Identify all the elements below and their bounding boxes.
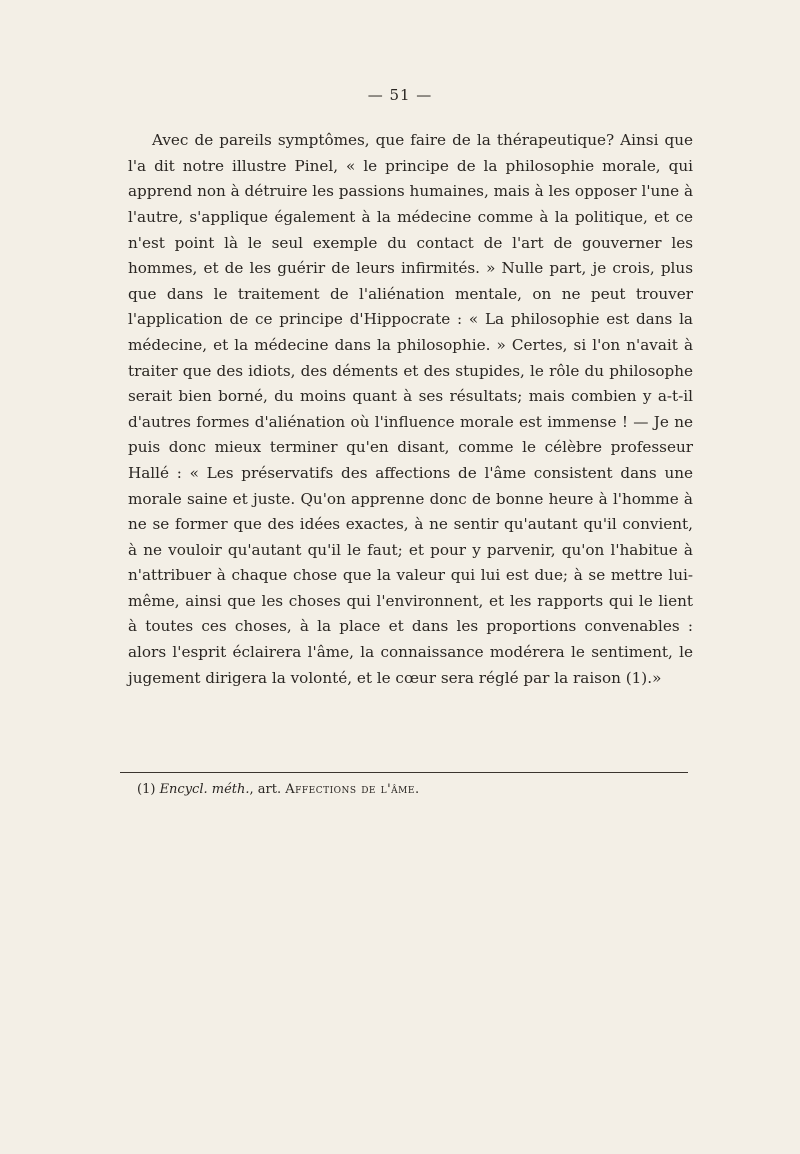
footnote-title: Affections de l'âme. — [285, 782, 420, 797]
page-number: — 51 — — [367, 86, 433, 104]
main-paragraph — [128, 128, 693, 691]
footnote-reference: (1). — [625, 668, 653, 687]
footnote-divider — [120, 772, 688, 773]
footnote — [137, 781, 677, 799]
footnote-work: Encycl. méth. — [159, 782, 250, 797]
paragraph-text: Avec de pareils symptômes, que faire de la thérapeutique? Ainsi que l'a dit notre illustre Pinel, « le principe de la philosophie morale, qui apprend non à détruire les passions humaines, mais à les opposer l'une à l'autre, s'applique également à la médecine comme à la politique, et ce n'est point là le seul exemple du contact de l'art de gouverner les hommes, et de les guérir de leurs infirmités. » Nulle part, je crois, plus que dans le traitement de l'aliénation mentale, on ne peut trouver l'application de ce principe d'Hippocrate : « La philosophie est dans la médecine, et la médecine dans la philosophie. » Certes, si l'on n'avait à traiter que des idiots, des déments et des stupides, le rôle du philosophe serait bien borné, du moins quant à ses résultats; mais combien y a-t-il d'autres formes d'aliénation où l'influence morale est immense ! — Je ne puis donc mieux terminer qu'en disant, comme le célèbre professeur Hallé : « Les préservatifs des affections de l'âme consistent dans une morale saine et juste. Qu'on apprenne donc de bonne heure à l'homme à ne se former que des idées exactes, à ne sentir qu'autant qu'il convient, à ne vouloir qu'autant qu'il le faut; et pour y parvenir, qu'on l'habitue à n'attribuer à chaque chose que la valeur qui lui est due; à se mettre lui-même, ainsi que les choses qui l'environnent, et les rapports qui le lient à toutes ces choses, à la place et dans les proportions convenables : alors l'esprit éclairera l'âme, la connaissance modérera le sentiment, le jugement dirigera la volonté, et le cœur sera réglé par la raison — [128, 131, 693, 687]
closing-quote: » — [652, 668, 662, 687]
footnote-marker: (1) — [137, 782, 156, 797]
footnote-separator: , art. — [249, 782, 282, 797]
